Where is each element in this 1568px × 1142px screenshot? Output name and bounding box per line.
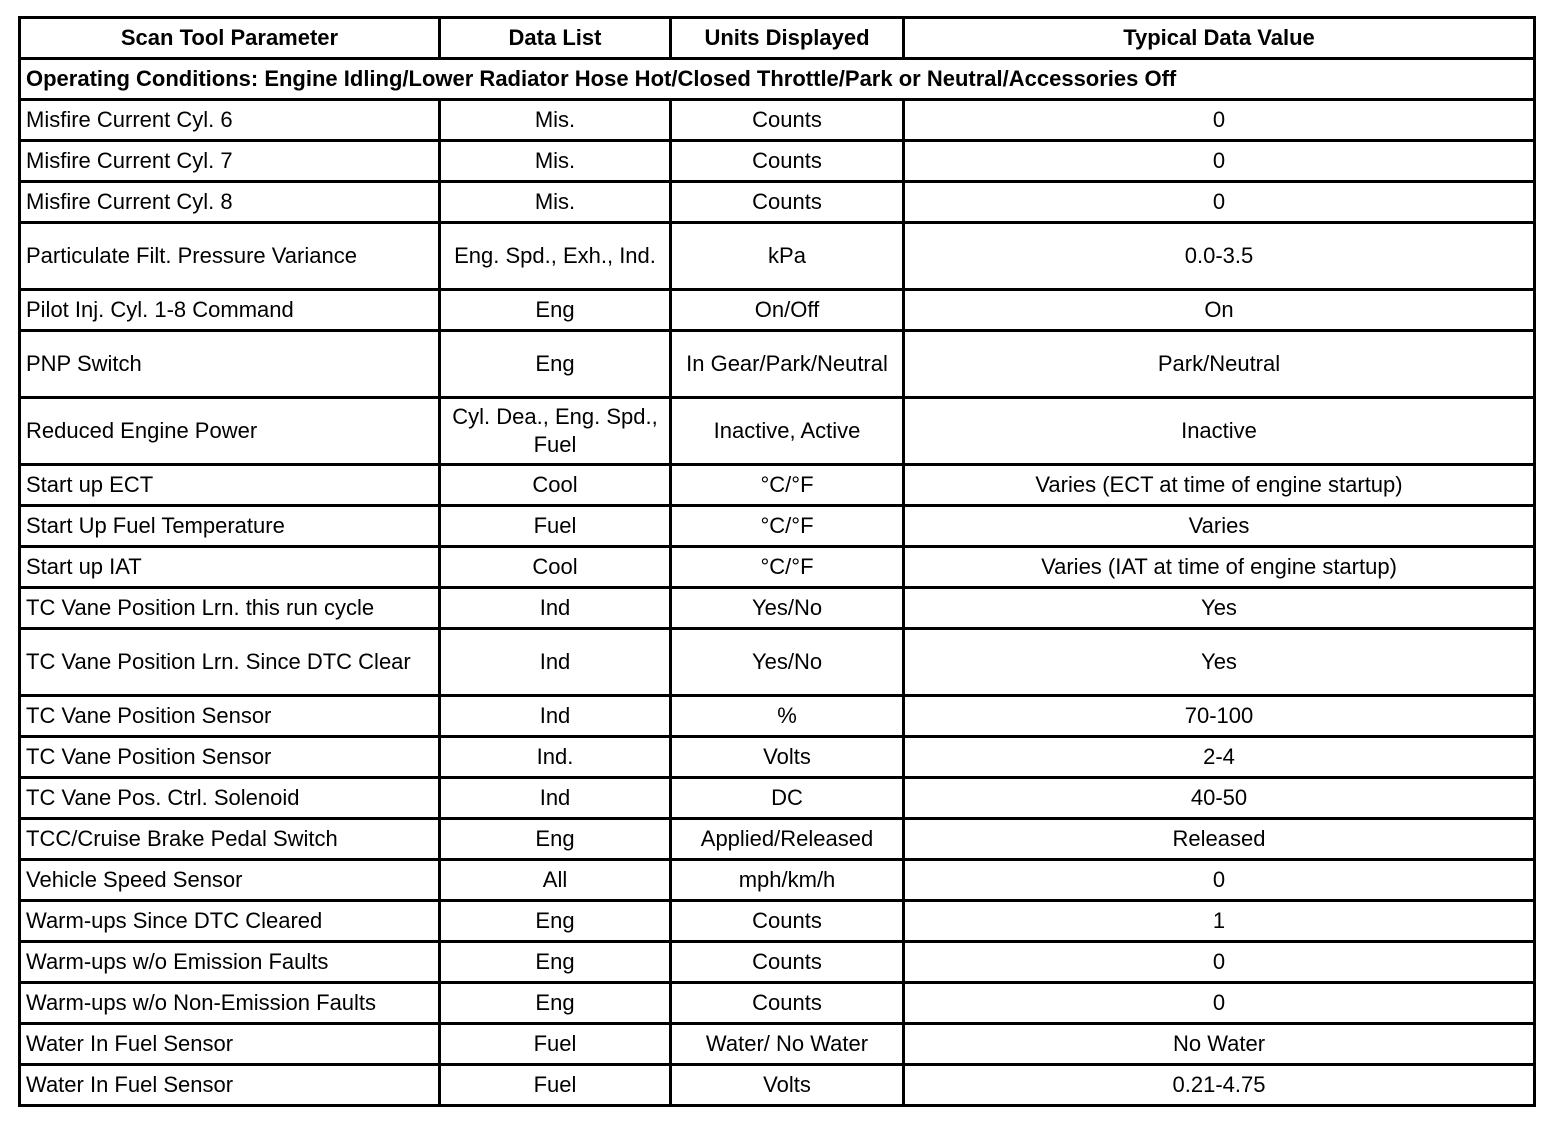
units-cell: °C/°F xyxy=(671,506,904,547)
table-row xyxy=(20,182,1535,223)
data-list-cell: Mis. xyxy=(440,141,671,182)
table-row xyxy=(20,331,1535,398)
parameter-cell: Vehicle Speed Sensor xyxy=(20,860,440,901)
parameter-cell: TC Vane Position Lrn. Since DTC Clear xyxy=(20,629,440,696)
typical-value-cell: 1 xyxy=(904,901,1535,942)
parameter-cell: Start up ECT xyxy=(20,465,440,506)
typical-value-cell: 2-4 xyxy=(904,737,1535,778)
units-cell: Counts xyxy=(671,983,904,1024)
units-cell: In Gear/Park/Neutral xyxy=(671,331,904,398)
data-list-cell: Mis. xyxy=(440,182,671,223)
units-cell: Water/ No Water xyxy=(671,1024,904,1065)
typical-value-cell: 0 xyxy=(904,942,1535,983)
header-scan-tool-parameter: Scan Tool Parameter xyxy=(20,18,440,59)
data-list-cell: Eng xyxy=(440,331,671,398)
table-row xyxy=(20,223,1535,290)
table-row xyxy=(20,100,1535,141)
data-list-cell: Cool xyxy=(440,547,671,588)
parameter-cell: TC Vane Position Lrn. this run cycle xyxy=(20,588,440,629)
header-row xyxy=(20,18,1535,59)
units-cell: Counts xyxy=(671,100,904,141)
parameter-cell: Warm-ups Since DTC Cleared xyxy=(20,901,440,942)
typical-value-cell: 0 xyxy=(904,182,1535,223)
table-row xyxy=(20,737,1535,778)
operating-conditions-row xyxy=(20,59,1535,100)
typical-value-cell: 0 xyxy=(904,983,1535,1024)
units-cell: Yes/No xyxy=(671,588,904,629)
data-list-cell: Ind. xyxy=(440,737,671,778)
table-row xyxy=(20,141,1535,182)
typical-value-cell: Varies (ECT at time of engine startup) xyxy=(904,465,1535,506)
typical-value-cell: Park/Neutral xyxy=(904,331,1535,398)
table-row xyxy=(20,942,1535,983)
data-list-cell: Ind xyxy=(440,778,671,819)
units-cell: Volts xyxy=(671,737,904,778)
units-cell: °C/°F xyxy=(671,465,904,506)
data-list-cell: Mis. xyxy=(440,100,671,141)
data-list-cell: Eng xyxy=(440,290,671,331)
parameter-cell: Start up IAT xyxy=(20,547,440,588)
units-cell: DC xyxy=(671,778,904,819)
data-list-cell: Eng xyxy=(440,819,671,860)
parameter-cell: Reduced Engine Power xyxy=(20,398,440,465)
table-row xyxy=(20,506,1535,547)
data-list-cell: Ind xyxy=(440,588,671,629)
units-cell: kPa xyxy=(671,223,904,290)
header-data-list: Data List xyxy=(440,18,671,59)
units-cell: Yes/No xyxy=(671,629,904,696)
units-cell: Counts xyxy=(671,901,904,942)
table-row xyxy=(20,983,1535,1024)
typical-value-cell: Yes xyxy=(904,588,1535,629)
parameter-cell: TC Vane Pos. Ctrl. Solenoid xyxy=(20,778,440,819)
data-list-cell: Eng xyxy=(440,901,671,942)
data-list-cell: Eng xyxy=(440,942,671,983)
typical-value-cell: On xyxy=(904,290,1535,331)
table-row xyxy=(20,398,1535,465)
parameter-cell: Particulate Filt. Pressure Variance xyxy=(20,223,440,290)
table-row xyxy=(20,588,1535,629)
typical-value-cell: 70-100 xyxy=(904,696,1535,737)
parameter-cell: TC Vane Position Sensor xyxy=(20,737,440,778)
table-row xyxy=(20,819,1535,860)
typical-value-cell: 0 xyxy=(904,141,1535,182)
table-row xyxy=(20,778,1535,819)
typical-value-cell: Varies xyxy=(904,506,1535,547)
table-row xyxy=(20,1024,1535,1065)
units-cell: Inactive, Active xyxy=(671,398,904,465)
parameter-cell: PNP Switch xyxy=(20,331,440,398)
table-row xyxy=(20,290,1535,331)
parameter-cell: TCC/Cruise Brake Pedal Switch xyxy=(20,819,440,860)
table-row xyxy=(20,465,1535,506)
typical-value-cell: Inactive xyxy=(904,398,1535,465)
header-units-displayed: Units Displayed xyxy=(671,18,904,59)
scan-tool-data-table xyxy=(18,16,1536,1107)
data-list-cell: Fuel xyxy=(440,1024,671,1065)
table-row xyxy=(20,696,1535,737)
data-list-cell: Fuel xyxy=(440,506,671,547)
parameter-cell: Misfire Current Cyl. 6 xyxy=(20,100,440,141)
typical-value-cell: 40-50 xyxy=(904,778,1535,819)
parameter-cell: Misfire Current Cyl. 7 xyxy=(20,141,440,182)
typical-value-cell: No Water xyxy=(904,1024,1535,1065)
table-row xyxy=(20,1065,1535,1106)
units-cell: Counts xyxy=(671,942,904,983)
parameter-cell: Start Up Fuel Temperature xyxy=(20,506,440,547)
data-list-cell: All xyxy=(440,860,671,901)
typical-value-cell: 0 xyxy=(904,860,1535,901)
table-row xyxy=(20,901,1535,942)
data-list-cell: Ind xyxy=(440,696,671,737)
parameter-cell: Warm-ups w/o Non-Emission Faults xyxy=(20,983,440,1024)
table-body xyxy=(20,59,1535,1106)
data-list-cell: Eng. Spd., Exh., Ind. xyxy=(440,223,671,290)
parameter-cell: Water In Fuel Sensor xyxy=(20,1065,440,1106)
data-list-cell: Fuel xyxy=(440,1065,671,1106)
parameter-cell: Water In Fuel Sensor xyxy=(20,1024,440,1065)
typical-value-cell: 0 xyxy=(904,100,1535,141)
typical-value-cell: Yes xyxy=(904,629,1535,696)
units-cell: Applied/Released xyxy=(671,819,904,860)
data-list-cell: Ind xyxy=(440,629,671,696)
units-cell: Counts xyxy=(671,141,904,182)
units-cell: % xyxy=(671,696,904,737)
units-cell: °C/°F xyxy=(671,547,904,588)
units-cell: mph/km/h xyxy=(671,860,904,901)
units-cell: Volts xyxy=(671,1065,904,1106)
typical-value-cell: Released xyxy=(904,819,1535,860)
typical-value-cell: 0.0-3.5 xyxy=(904,223,1535,290)
data-list-cell: Eng xyxy=(440,983,671,1024)
parameter-cell: Misfire Current Cyl. 8 xyxy=(20,182,440,223)
header-typical-data-value: Typical Data Value xyxy=(904,18,1535,59)
table-row xyxy=(20,860,1535,901)
units-cell: Counts xyxy=(671,182,904,223)
data-list-cell: Cool xyxy=(440,465,671,506)
parameter-cell: Warm-ups w/o Emission Faults xyxy=(20,942,440,983)
parameter-cell: Pilot Inj. Cyl. 1-8 Command xyxy=(20,290,440,331)
data-list-cell: Cyl. Dea., Eng. Spd., Fuel xyxy=(440,398,671,465)
parameter-cell: TC Vane Position Sensor xyxy=(20,696,440,737)
operating-conditions: Operating Conditions: Engine Idling/Lower Radiator Hose Hot/Closed Throttle/Park or Neutral/Accessories Off xyxy=(20,59,1535,100)
typical-value-cell: 0.21-4.75 xyxy=(904,1065,1535,1106)
table-row xyxy=(20,629,1535,696)
typical-value-cell: Varies (IAT at time of engine startup) xyxy=(904,547,1535,588)
units-cell: On/Off xyxy=(671,290,904,331)
table-row xyxy=(20,547,1535,588)
